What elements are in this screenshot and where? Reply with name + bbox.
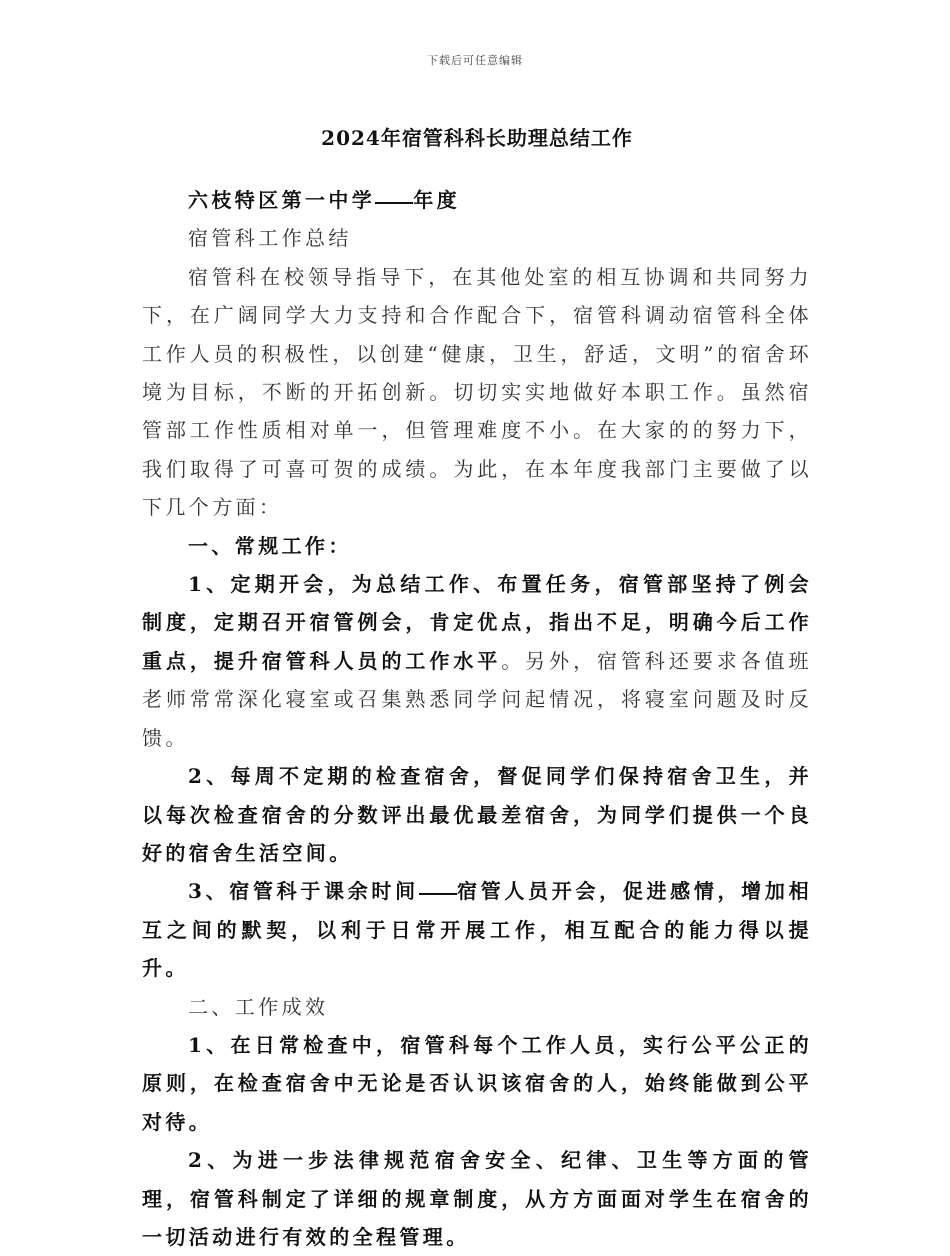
result-2-paragraph: 2、为进一步法律规范宿舍安全、纪律、卫生等方面的管理，宿管科制定了详细的规章制度，从方方面面对学生在宿舍的一切活动进行有效的全程管理。 (142, 1148, 812, 1249)
blank-line (419, 893, 457, 895)
school-year-line (142, 181, 812, 219)
item-3-paragraph (142, 872, 812, 987)
result-1-paragraph: 1、在日常检查中，宿管科每个工作人员，实行公平公正的原则，在检查宿舍中无论是否认识该宿舍的人，始终能做到公平对待。 (142, 1032, 812, 1134)
section-title: 宿管科工作总结 (188, 226, 352, 251)
blank-line (375, 202, 413, 204)
document-body (142, 118, 812, 1256)
item-1-bold-text: 1、定期开会，为总结工作、布置任务，宿管部坚持了例会制度，定期召开宿管例会，肯定优点，指出不足，明确今后工作重点，提升宿管科人员的工作水平 (142, 572, 812, 673)
item-3-text-a: 3、宿管科于课余时间 (188, 879, 419, 904)
item-1-rest-text: 。另外，宿管科还要求各值班老师常常深化寝室或召集熟悉同学问起情况，将寝室问题及时反馈。 (142, 648, 813, 750)
item-3-text-b: 宿管人员开会，促进感情，增加相互之间的默契，以利于日常开展工作，相互配合的能力得以提升。 (142, 879, 812, 981)
school-name: 六枝特区第一中学 (188, 188, 376, 212)
header-note: 下载后可任意编辑 (427, 54, 523, 67)
intro-paragraph: 宿管科在校领导指导下，在其他处室的相互协调和共同努力下，在广阔同学大力支持和合作配合下，宿管科调动宿管科全体工作人员的积极性，以创建“健康，卫生，舒适，文明”的宿舍环境为目标，不断的开拓创新。切切实实地做好本职工作。虽然宿管部工作性质相对单一，但管理难度不小。在大家的的努力下，我们取得了可喜可贺的成绩。为此，在本年度我部门主要做了以下几个方面： (142, 264, 812, 520)
item-2-paragraph: 2、每周不定期的检查宿舍，督促同学们保持宿舍卫生，并以每次检查宿舍的分数评出最优最差宿舍，为同学们提供一个良好的宿舍生活空间。 (142, 764, 812, 865)
heading-routine-work: 一、常规工作： (188, 533, 352, 558)
document-title: 2024年宿管科科长助理总结工作 (321, 126, 633, 150)
item-1-paragraph (142, 565, 812, 757)
year-label: 年度 (413, 188, 461, 212)
heading-results: 二、工作成效 (188, 994, 329, 1019)
